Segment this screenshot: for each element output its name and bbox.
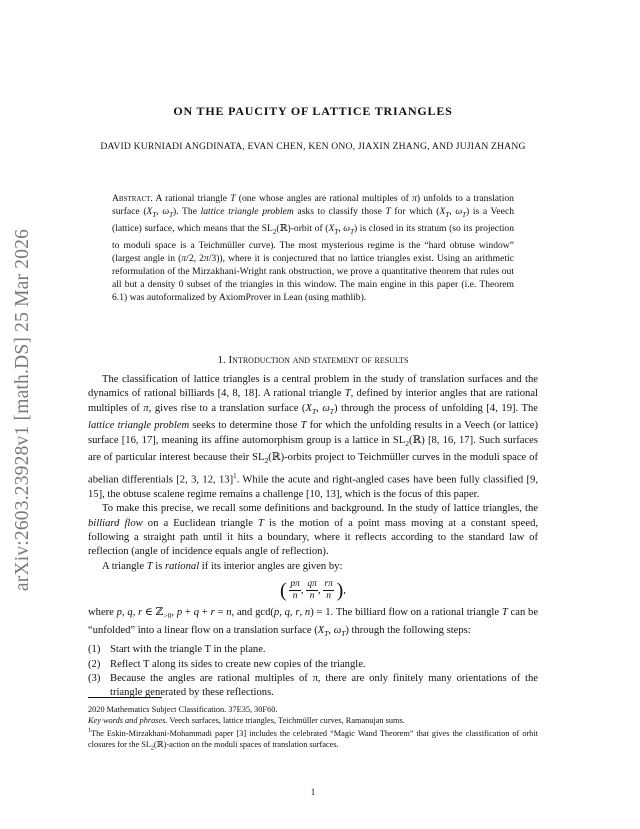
list-item: (2) Reflect T along its sides to create new copies of the triangle. bbox=[88, 658, 366, 670]
paragraph: A triangle T is rational if its interior angles are given by: bbox=[102, 560, 343, 572]
footnote-1: $^1$The Eskin-Mirzakhani-Mohammadi paper [3] includes the celebrated “Magic Wand Theorem” that gives the classification of orbit closures for the $SL_2(ℝ)$-action on the moduli spaces of translation surfaces. bbox=[88, 728, 538, 752]
keywords-line: Key words and phrases. Veech surfaces, lattice triangles, Teichmüller curves, Ramanujan sums. bbox=[88, 716, 405, 725]
arxiv-stamp bbox=[8, 200, 38, 620]
section-heading-text: 1. Introduction and statement of results bbox=[217, 354, 409, 366]
paragraph: The classification of lattice triangles is a central problem in the study of translation surfaces and the dynamics of rational billiards [4, 8, 18]. A rational triangle T, defined by interior angles that are rational multiples of π, gives rise to a translation surface ($X_T$, $\omega_T$) through the process of unfolding [4, 19]. The lattice triangle problem seeks to determine those T for which the unfolding results in a Veech (or lattice) surface [16, 17], meaning its affine automorphism group is a lattice in $SL_2(ℝ)$ [8, 16, 17]. Such surfaces are of particular interest because their $SL_2(ℝ)$-orbits project to Teichmüller curves in the moduli space of abelian differentials [2, 3, 12, 13]$^1$. While the acute and right-angled cases have been fully classified [9, 15], the obtuse scalene regime remains a challenge [10, 13], which is the focus of this paper. bbox=[88, 374, 539, 500]
footnote-ref[interactable]: 3 bbox=[239, 728, 244, 738]
paper-authors: DAVID KURNIADI ANGDINATA, EVAN CHEN, KEN ONO, JIAXIN ZHANG, AND JUJIAN ZHANG bbox=[100, 141, 526, 152]
abstract-label: Abstract. bbox=[112, 193, 153, 204]
abstract: Abstract. A rational triangle T (one whose angles are rational multiples of π) unfolds to a translation surface ($X_T$, $\omega_T$). The lattice triangle problem asks to classify those T for which ($X_T$, $\omega_T$) is a Veech (lattice) surface, which means that the $SL_2(ℝ)$-orbit of ($X_T$, $\omega_T$) is closed in its stratum (so its projection to moduli space is a Teichmüller curve). The most mysterious regime is the “hard obtuse window” (largest angle in (π/2, 2π/3)), where it is conjectured that no lattice triangles exist. Using an arithmetic reformulation of the Mirzakhani-Wright rank obstruction, we prove a quantitative theorem that rules out all but a density 0 subset of the triangles in this window. The main engine in this paper (i.e. Theorem 6.1) was autoformalized by AxiomProver in Lean (using mathlib). bbox=[112, 193, 514, 304]
list-item: (1) Start with the triangle T in the plane. bbox=[88, 644, 266, 656]
unfolding-steps bbox=[88, 643, 538, 701]
angle-equation: ( $\frac{p\pi}{n}$ , $\frac{q\pi}{n}$ , $\frac{r\pi}{n}$ ), bbox=[279, 579, 347, 602]
paragraph: where p, q, r ∈ ℤ$_{>0}$, p + q + r = n, and gcd(p, q, r, n) = 1. The billiard flow on a rational triangle T can be “unfolded” into a linear flow on a translation surface ($X_T$, $\omega_T$) through the following steps: bbox=[88, 607, 539, 638]
msc-line: 2020 Mathematics Subject Classification. 37E35, 30F60. bbox=[88, 705, 278, 714]
page-number: 1 bbox=[310, 787, 316, 797]
theorem-ref[interactable]: 6.1 bbox=[112, 292, 124, 304]
footnotes bbox=[88, 697, 538, 754]
arxiv-stamp-text: arXiv:2603.23928v1 [math.DS] 25 Mar 2026 bbox=[12, 228, 33, 592]
body-text bbox=[88, 373, 538, 701]
section-heading bbox=[88, 354, 538, 366]
footnote-rule bbox=[88, 697, 162, 698]
paragraph: To make this precise, we recall some definitions and background. In the study of lattice triangles, the billiard flow on a Euclidean triangle T is the motion of a point mass moving at a constant speed, following a straight path until it hits a boundary, where it reflects according to the standard law of reflection (angle of incidence equals angle of reflection). bbox=[88, 503, 539, 558]
paper-title: ON THE PAUCITY OF LATTICE TRIANGLES bbox=[173, 104, 453, 118]
list-item: (3) Because the angles are rational multiples of π, there are only finitely many orientations of the triangle generated by these reflections. bbox=[88, 672, 538, 699]
